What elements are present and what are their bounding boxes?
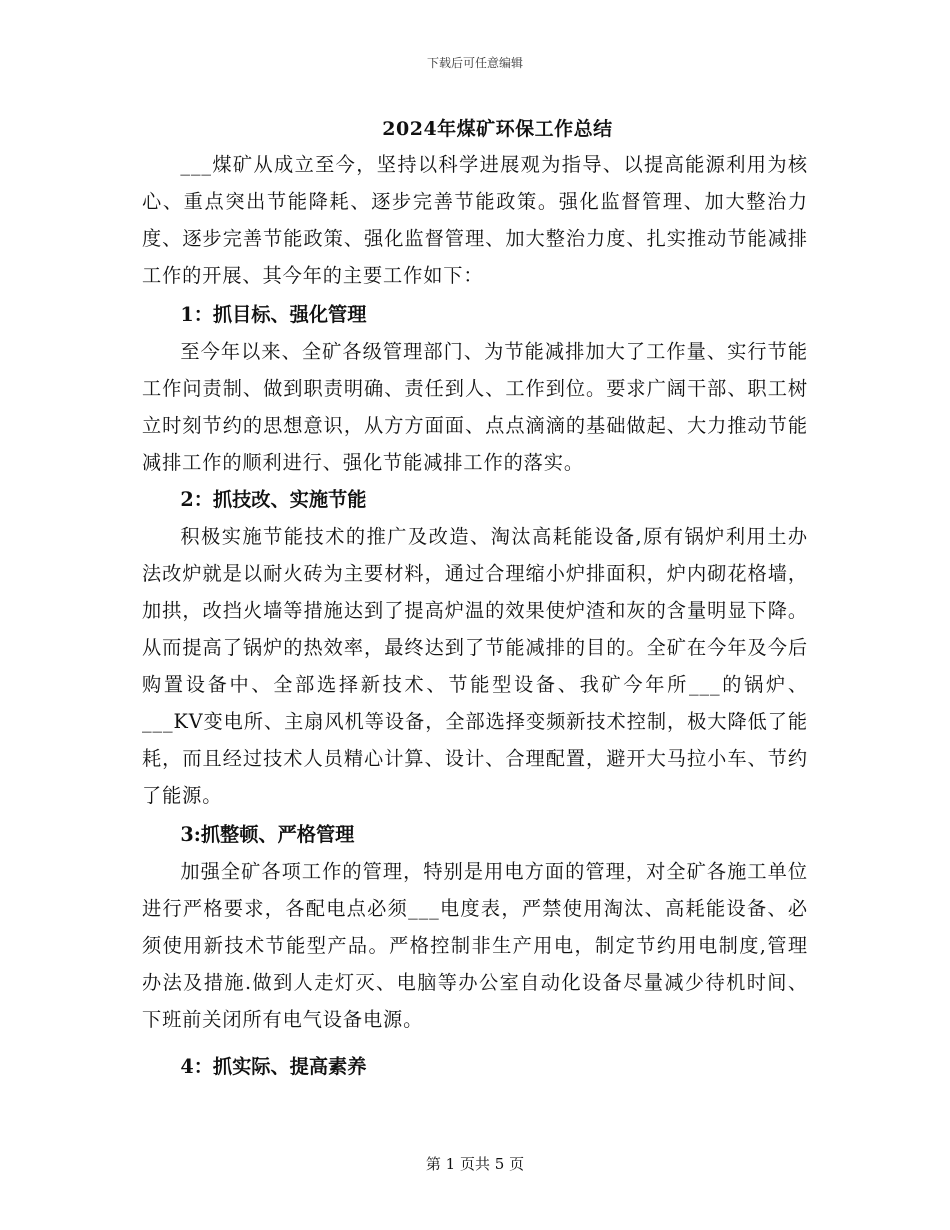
document-title: 2024年煤矿环保工作总结 <box>382 118 613 140</box>
section-body-2: 积极实施节能技术的推广及改造、淘汰高耗能设备,原有锅炉利用土办法改炉就是以耐火砖为主要材料，通过合理缩小炉排面积，炉内砌花格墙，加拱，改挡火墙等措施达到了提高炉温的效果使炉渣和灰的含量明显下降。从而提高了锅炉的热效率，最终达到了节能减排的目的。全矿在今年及今后购置设备中、全部选择新技术、节能型设备、我矿今年所___的锅炉、___KV变电所、主扇风机等设备，全部选择变频新技术控制，极大降低了能耗，而且经过技术人员精心计算、设计、合理配置，避开大马拉小车、节约了能源。 <box>142 525 808 807</box>
section-body-1: 至今年以来、全矿各级管理部门、为节能减排加大了工作量、实行节能工作问责制、做到职责明确、责任到人、工作到位。要求广阔干部、职工树立时刻节约的思想意识，从方方面面、点点滴滴的基础做起、大力推动节能减排工作的顺利进行、强化节能减排工作的落实。 <box>142 340 808 474</box>
section-heading-2: 2：抓技改、实施节能 <box>180 488 367 511</box>
header-note: 下载后可任意编辑 <box>426 56 523 70</box>
section-body-3: 加强全矿各项工作的管理，特别是用电方面的管理，对全矿各施工单位进行严格要求，各配电点必须___电度表，严禁使用淘汰、高耗能设备、必须使用新技术节能型产品。严格控制非生产用电，制定节约用电制度,管理办法及措施.做到人走灯灭、电脑等办公室自动化设备尽量减少待机时间、下班前关闭所有电气设备电源。 <box>142 860 808 1031</box>
intro-paragraph: ___煤矿从成立至今，坚持以科学进展观为指导、以提高能源利用为核心、重点突出节能降耗、逐步完善节能政策。强化监督管理、加大整治力度、逐步完善节能政策、强化监督管理、加大整治力度、扎实推动节能减排工作的开展、其今年的主要工作如下： <box>142 153 808 287</box>
page-number: 第 1 页共 5 页 <box>425 1155 525 1173</box>
section-heading-4: 4：抓实际、提高素养 <box>180 1055 367 1078</box>
section-heading-3: 3:抓整顿、严格管理 <box>180 823 355 846</box>
document-body <box>142 146 808 1085</box>
section-heading-1: 1：抓目标、强化管理 <box>180 303 367 326</box>
